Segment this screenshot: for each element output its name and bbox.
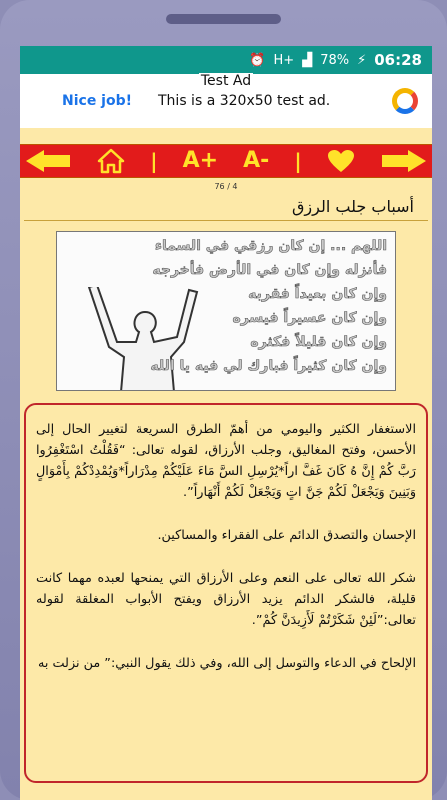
font-decrease-button[interactable]: A- (243, 148, 270, 173)
raised-arms-figure-icon (79, 287, 199, 391)
article-paragraph: الإلحاح في الدعاء والتوسل إلى الله، وفي ذلك يقول النبي:” من نزلت به (38, 656, 416, 671)
app-screen (20, 46, 432, 800)
next-arrow-icon[interactable] (380, 150, 426, 172)
favorite-button[interactable] (327, 149, 355, 173)
article-image (56, 231, 396, 391)
toolbar (20, 144, 432, 178)
ad-logo-icon (392, 88, 418, 114)
toolbar-separator: | (150, 149, 158, 173)
toolbar-separator: | (294, 149, 302, 173)
article-paragraph: شكر الله تعالى على النعم وعلى الأرزاق التي يمنحها لعبده مهما كانت قليلة، فالشكر الدائم يزيد الأرزاق ويفتح الأبواب المغلقة لقوله تعالى:”لَئِنْ شَكَرْتُمْ لَأَزِيدَنَّ كُمْ”. (36, 571, 416, 628)
image-text-line: وإن كان عسيراً فيسره (232, 310, 387, 326)
alarm-icon: ⏰ (249, 52, 266, 68)
heart-icon (327, 149, 355, 173)
image-text-line: وإن كان كثيراً فبارك لي فيه يا الله (150, 358, 387, 374)
image-text-line: فأنزله وإن كان في الأرض فأخرجه (152, 262, 387, 278)
article-paragraph: الإحسان والتصدق الدائم على الفقراء والمساكين. (157, 528, 416, 543)
phone-speaker (166, 14, 281, 24)
ad-body-text: This is a 320x50 test ad. (158, 93, 331, 109)
home-icon (97, 148, 125, 174)
clock: 06:28 (374, 51, 422, 69)
article-body[interactable] (24, 403, 428, 783)
signal-icon: ▟ (302, 52, 313, 68)
font-increase-button[interactable]: A+ (182, 148, 219, 173)
image-text-line: وإن كان بعيداً فقربه (248, 286, 387, 302)
article-title: أسباب جلب الرزق (24, 191, 428, 221)
network-type: H+ (273, 52, 295, 68)
article-paragraph: الاستغفار الكثير واليومي من أهمّ الطرق السريعة لتغيير الحال إلى الأحسن، وفتح المغاليق، وجلب الأرزاق، لقوله تعالى: “فَقُلْتُ اسْتَغْفِرُوا رَبَّ كُمْ إِنَّ هُ كَانَ غَفَّ اراً*يُرْسِلِ السَّ مَاءَ عَلَيْكُمْ مِدْرَاراً*وَيُمْدِدْكُمْ بِأَمْوَالٍ وَبَنِينَ وَيَجْعَلْ لَكُمْ جَنَّ اتٍ وَيَجْعَلْ لَكُمْ أَنْهَاراً”. (36, 422, 416, 500)
battery-percent: 78% (320, 52, 350, 68)
page-counter: 76 / 4 (214, 182, 238, 191)
image-text-line: اللهم ... إن كان رزقي في السماء (154, 238, 387, 254)
ad-nice-text: Nice job! (62, 93, 133, 109)
previous-arrow-icon[interactable] (26, 150, 72, 172)
image-text-line: وإن كان قليلاً فكثره (250, 334, 387, 350)
ad-label: Test Ad (200, 73, 252, 89)
battery-charging-icon: ⚡ (357, 52, 367, 68)
home-button[interactable] (97, 148, 125, 174)
status-bar (20, 46, 432, 74)
